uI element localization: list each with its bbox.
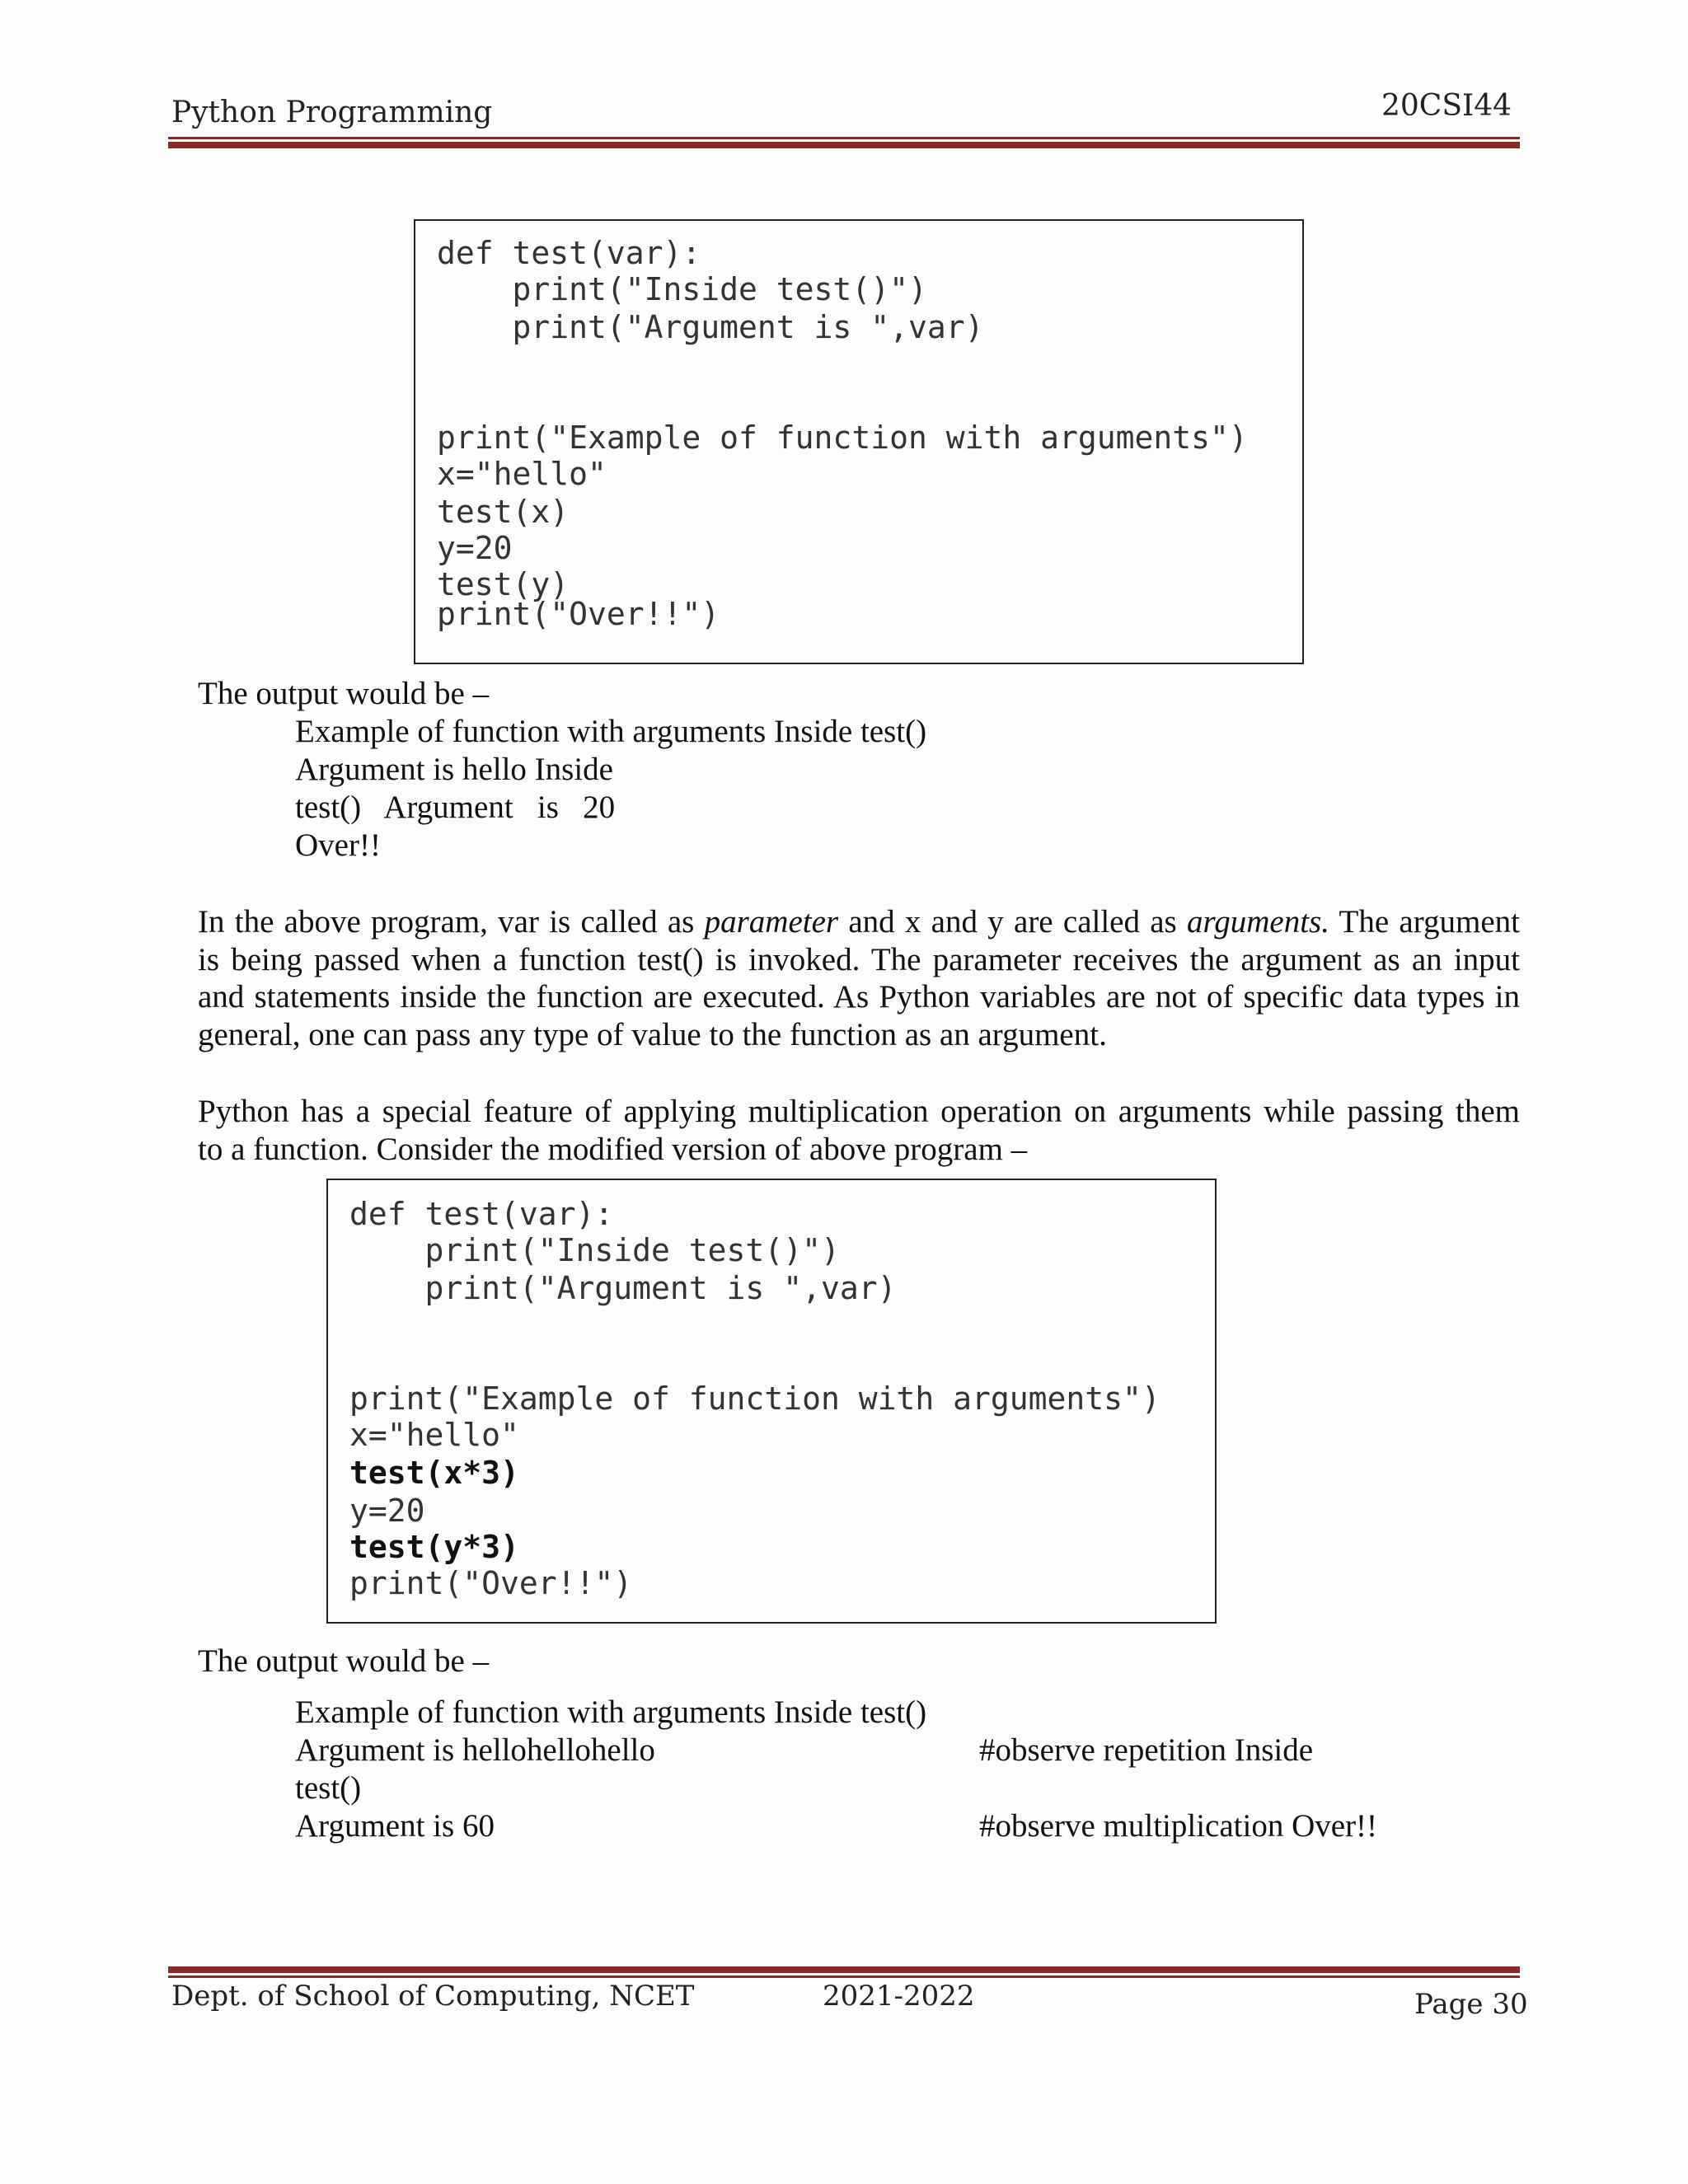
code-line-highlight: test(y*3) (349, 1529, 519, 1565)
code-line: print("Over!!") (349, 1565, 633, 1601)
code-line: print("Example of function with arguments") (349, 1380, 1160, 1417)
code-line: print("Inside test()") (349, 1232, 840, 1268)
term-arguments: arguments. (1187, 904, 1329, 940)
code-line: print("Argument is ",var) (349, 1270, 897, 1306)
code-line: print("Inside test()") (437, 271, 927, 307)
paragraph-line: to a function. Consider the modified version of above program – (198, 1131, 1028, 1167)
output-intro: The output would be – (198, 1643, 490, 1679)
output-line: Argument is 60 (295, 1808, 495, 1844)
output-line: Over!! (295, 827, 381, 863)
header-rule-thin (168, 137, 1520, 139)
output-line: test() Argument is 20 (295, 790, 616, 825)
code-line: print("Over!!") (437, 596, 720, 632)
code-line: print("Argument is ",var) (437, 309, 984, 345)
code-line: y=20 (349, 1493, 425, 1529)
footer-department: Dept. of School of Computing, NCET (171, 1980, 695, 2013)
output-comment: #observe multiplication Over!! (979, 1808, 1378, 1844)
output-line: Example of function with arguments Inside test() (295, 1694, 927, 1730)
output-comment: #observe repetition Inside (979, 1732, 1314, 1768)
output-line: Argument is hellohellohello (295, 1732, 655, 1768)
paragraph-line: In the above program, var is called as parameter and x and y are called as arguments. The argument (198, 904, 1520, 940)
term-parameter: parameter (704, 904, 839, 940)
code-line: y=20 (437, 530, 513, 566)
code-line: x="hello" (349, 1417, 519, 1453)
paragraph-line: general, one can pass any type of value to the function as an argument. (198, 1016, 1107, 1052)
paragraph-line: Python has a special feature of applying multiplication operation on arguments while passing them (198, 1094, 1520, 1129)
paragraph-parameters-arguments (198, 903, 1520, 1053)
output-line: Argument is hello Inside (295, 752, 613, 787)
code-line: x="hello" (437, 456, 607, 492)
code-line: print("Example of function with arguments") (437, 419, 1248, 456)
footer-rule-thick (168, 1966, 1520, 1973)
footer-rule-thin (168, 1975, 1520, 1978)
footer-page-number: Page 30 (1414, 1988, 1528, 2021)
paragraph-multiplication (198, 1093, 1520, 1168)
header-course-title: Python Programming (171, 96, 493, 129)
code-line: def test(var): (349, 1196, 614, 1232)
footer-year: 2021-2022 (823, 1980, 975, 2013)
code-line-highlight: test(x*3) (349, 1455, 519, 1491)
output-line: Example of function with arguments Inside test() (295, 714, 927, 749)
code-line: test(x) (437, 494, 570, 530)
code-line: test(y) (437, 566, 570, 602)
code-block-2 (326, 1179, 1217, 1624)
paragraph-line: is being passed when a function test() is invoked. The parameter receives the argument as an input (198, 941, 1520, 977)
header-rule-thick (168, 142, 1520, 148)
code-block-1 (414, 219, 1304, 664)
header-course-code: 20CSI44 (1381, 89, 1512, 123)
paragraph-line: and statements inside the function are executed. As Python variables are not of specific data types in (198, 979, 1520, 1015)
output-line: test() (295, 1770, 362, 1806)
code-line: def test(var): (437, 235, 701, 271)
output-intro: The output would be – (198, 676, 490, 711)
